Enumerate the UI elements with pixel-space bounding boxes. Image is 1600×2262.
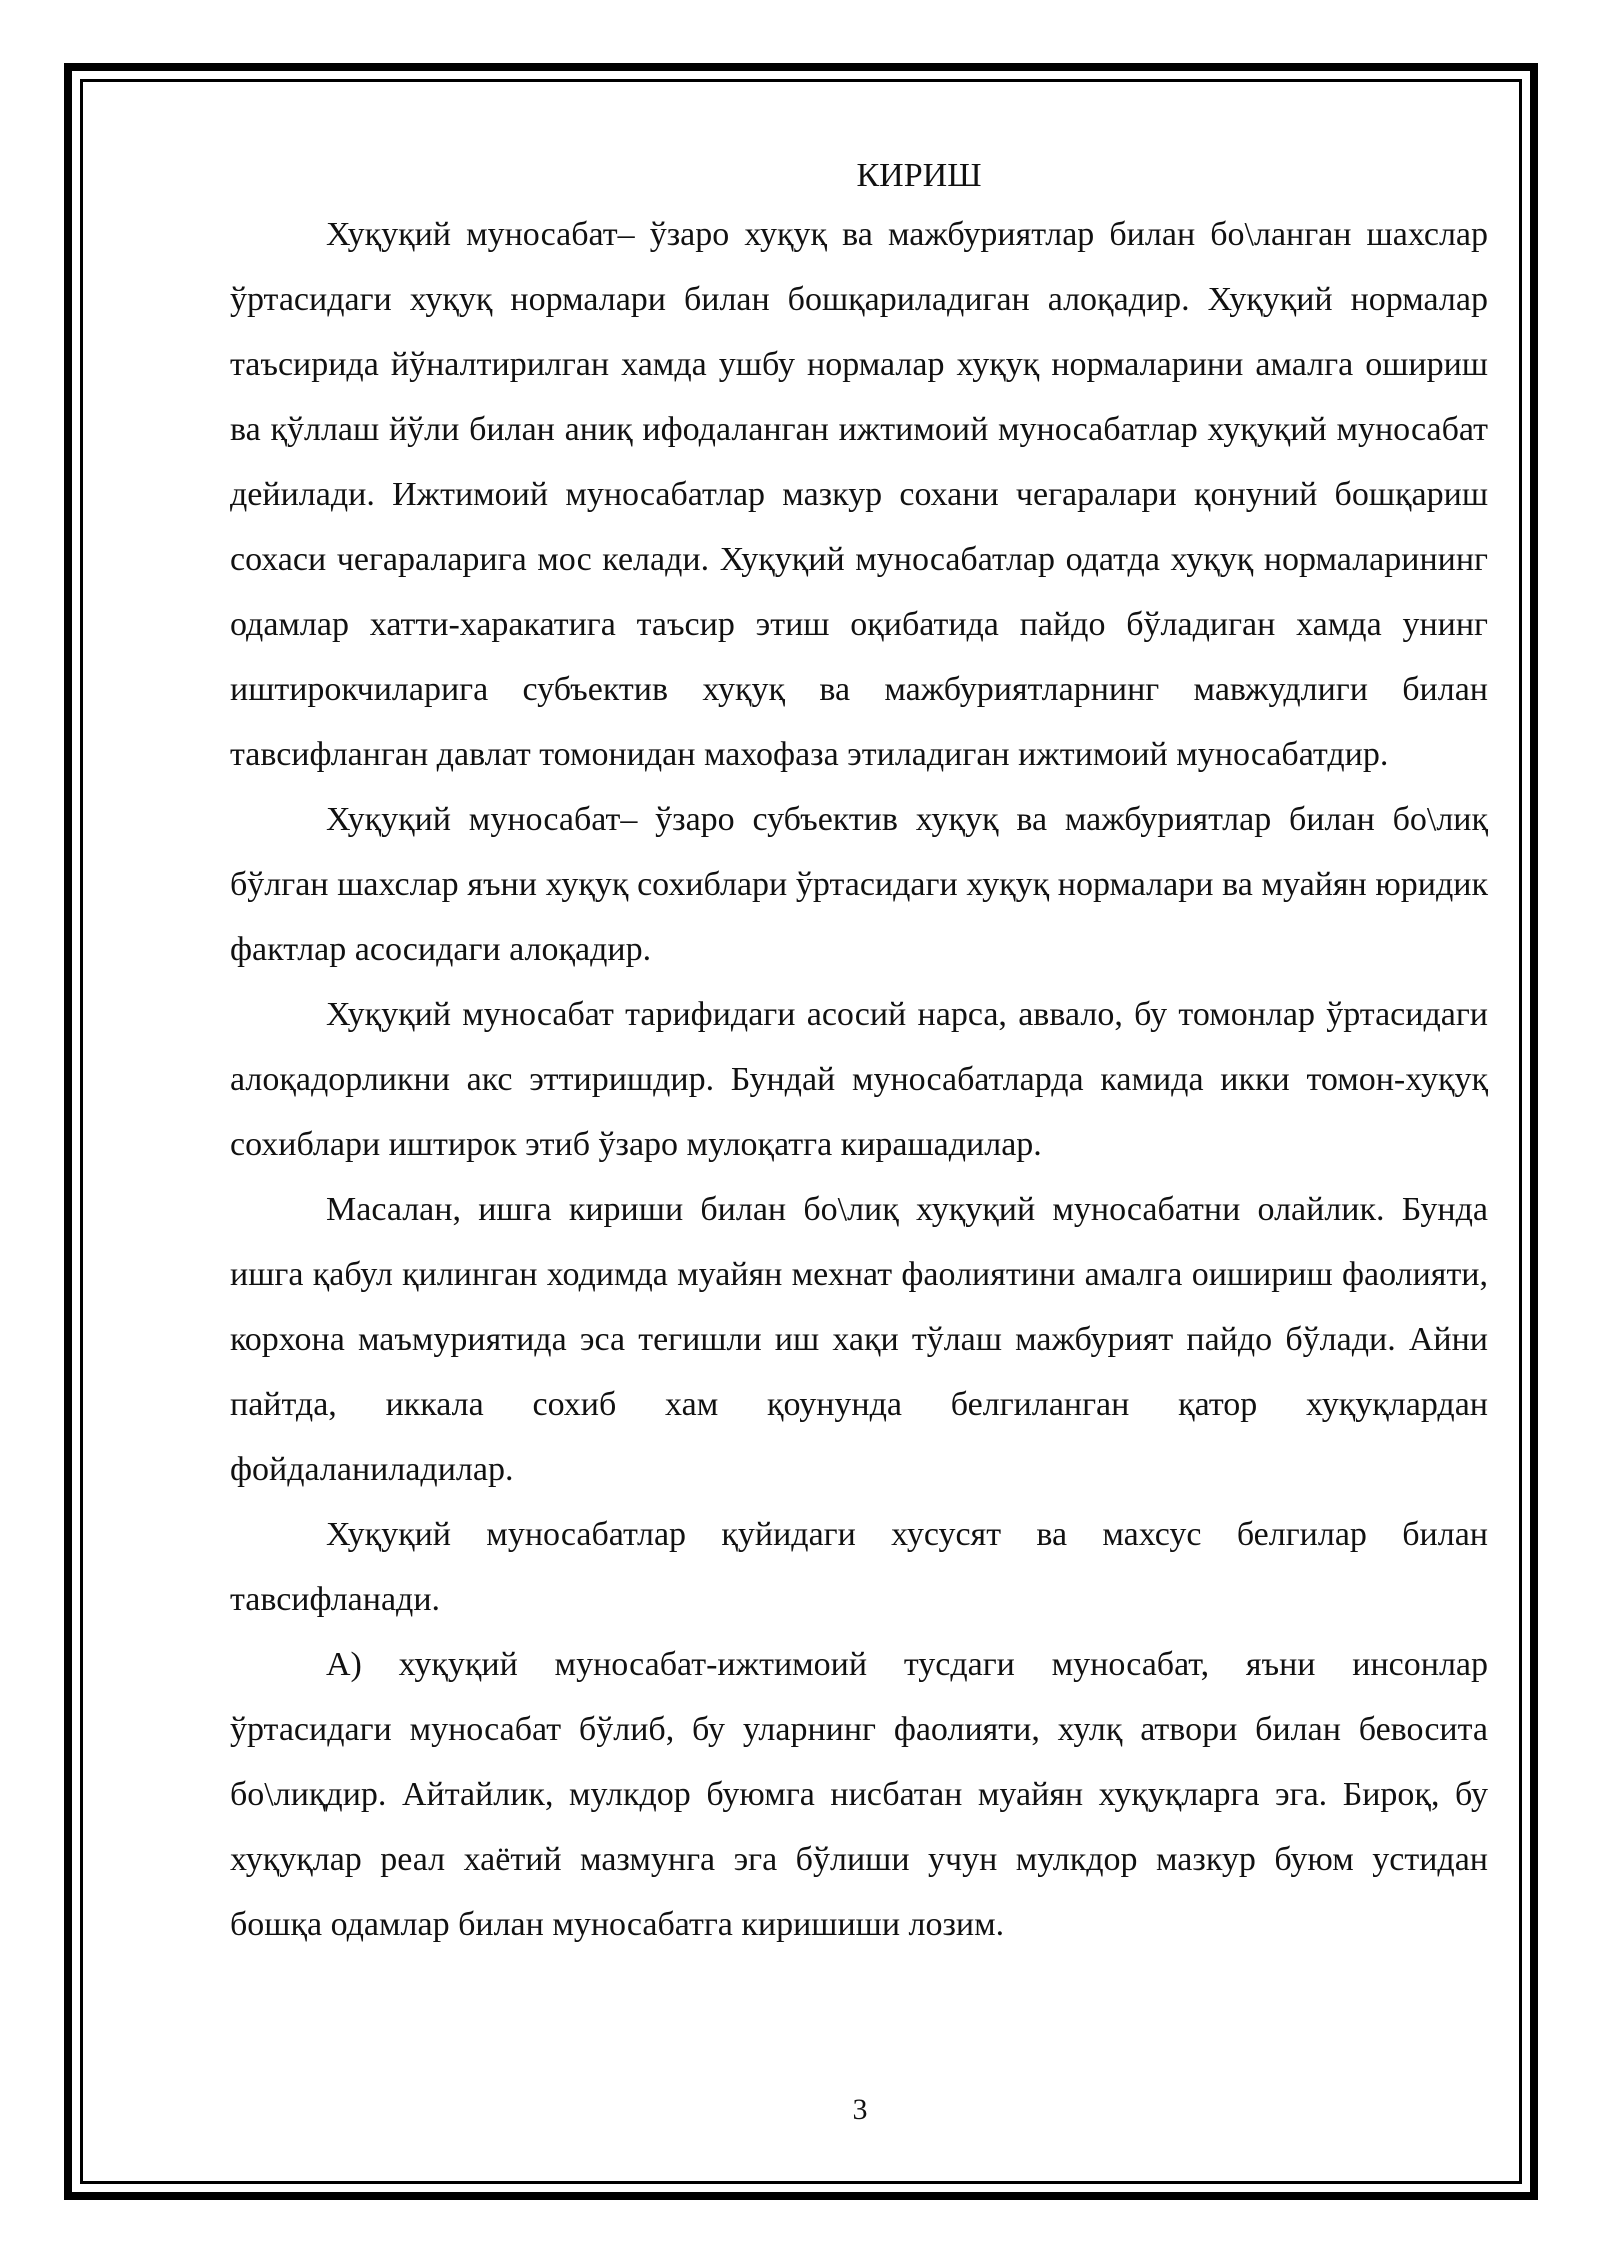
page-title: КИРИШ <box>856 157 982 194</box>
page-number: 3 <box>852 2093 868 2126</box>
paragraph-3: Хуқуқий муносабат тарифидаги асосий нарса, аввало, бу томонлар ўртасидаги алоқадорликни акс эттиришдир. Бундай муносабатларда камида икки томон-хуқуқ сохиблари иштирок этиб ўзаро мулоқатга кирашадилар. <box>230 996 1488 1163</box>
document-body <box>230 150 1488 1957</box>
paragraph-1: Хуқуқий муносабат– ўзаро хуқуқ ва мажбуриятлар билан бо\ланган шахслар ўртасидаги хуқуқ нормалари билан бошқариладиган алоқадир. Хуқуқий нормалар таъсирида йўналтирилган хамда ушбу нормалар хуқуқ нормаларини амалга ошириш ва қўллаш йўли билан аниқ ифодаланган ижтимоий муносабатлар хуқуқий муносабат дейилади. Ижтимоий муносабатлар мазкур сохани чегаралари қонуний бошқариш сохаси чегараларига мос келади. Хуқуқий муносабатлар одатда хуқуқ нормаларининг одамлар хатти-харакатига таъсир этиш оқибатида пайдо бўладиган хамда унинг иштирокчиларига субъектив хуқуқ ва мажбуриятларнинг мавжудлиги билан тавсифланган давлат томонидан махофаза этиладиган ижтимоий муносабатдир. <box>230 216 1488 773</box>
paragraph-5: Хуқуқий муносабатлар қуйидаги хусусят ва махсус белгилар билан тавсифланади. <box>230 1516 1488 1618</box>
paragraph-4: Масалан, ишга кириши билан бо\лиқ хуқуқий муносабатни олайлик. Бунда ишга қабул қилинган ходимда муайян мехнат фаолиятини амалга оишириш фаолияти, корхона маъмуриятида эса тегишли иш хақи тўлаш мажбурият пайдо бўлади. Айни пайтда, иккала сохиб хам қоунунда белгиланган қатор хуқуқлардан фойдаланиладилар. <box>230 1191 1488 1488</box>
paragraph-6: А) хуқуқий муносабат-ижтимоий тусдаги муносабат, яъни инсонлар ўртасидаги муносабат бўлиб, бу уларнинг фаолияти, хулқ атвори билан бевосита бо\лиқдир. Айтайлик, мулкдор буюмга нисбатан муайян хуқуқларга эга. Бироқ, бу хуқуқлар реал хаётий мазмунга эга бўлиши учун мулкдор мазкур буюм устидан бошқа одамлар билан муносабатга киришиши лозим. <box>230 1646 1488 1943</box>
paragraph-2: Хуқуқий муносабат– ўзаро субъектив хуқуқ ва мажбуриятлар билан бо\лиқ бўлган шахслар яъни хуқуқ сохиблари ўртасидаги хуқуқ нормалари ва муайян юридик фактлар асосидаги алоқадир. <box>230 801 1488 968</box>
